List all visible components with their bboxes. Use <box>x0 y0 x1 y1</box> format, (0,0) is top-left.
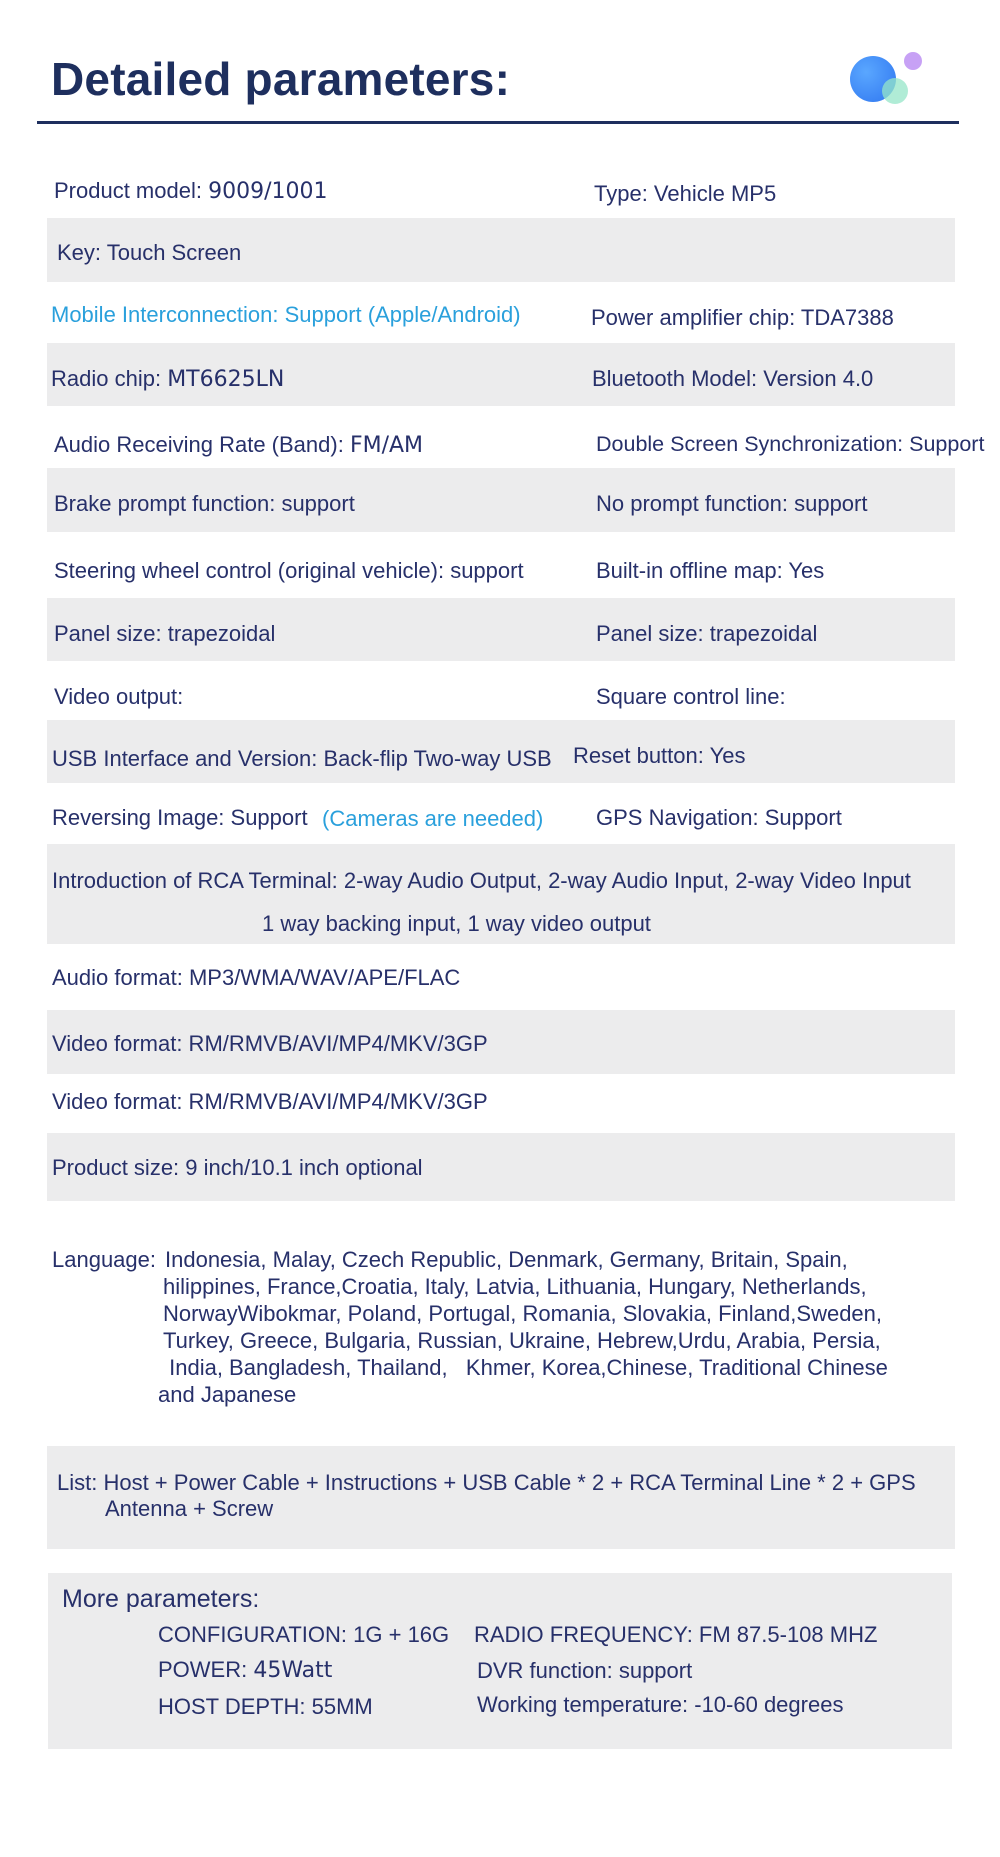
radio-chip-value: MT6625LN <box>167 367 285 392</box>
title-divider <box>37 121 959 124</box>
power-value: 45Watt <box>253 1658 333 1683</box>
mobile-interconnection: Mobile Interconnection: Support (Apple/Android) <box>51 302 521 327</box>
package-list-line1: List: Host + Power Cable + Instructions + USB Cable * 2 + RCA Terminal Line * 2 + GPS <box>57 1470 916 1495</box>
brake-prompt: Brake prompt function: support <box>54 491 355 516</box>
steering-wheel-control: Steering wheel control (original vehicle): support <box>54 558 524 583</box>
language-line: India, Bangladesh, Thailand, Khmer, Korea,Chinese, Traditional Chinese <box>163 1355 888 1380</box>
radio-chip-label: Radio chip: <box>51 366 168 391</box>
product-size: Product size: 9 inch/10.1 inch optional <box>52 1155 423 1180</box>
reversing-image: Reversing Image: Support <box>52 805 308 830</box>
language-line: NorwayWibokmar, Poland, Portugal, Romania, Slovakia, Finland,Sweden, <box>163 1301 883 1326</box>
panel-size-right: Panel size: trapezoidal <box>596 621 818 646</box>
usb-interface: USB Interface and Version: Back-flip Two-way USB <box>52 746 552 771</box>
video-format-1: Video format: RM/RMVB/AVI/MP4/MKV/3GP <box>52 1031 488 1056</box>
product-model-value: 9009/1001 <box>208 179 328 204</box>
reset-button-info: Reset button: Yes <box>573 743 746 768</box>
square-control-line: Square control line: <box>596 684 786 709</box>
rca-terminal-line2: 1 way backing input, 1 way video output <box>262 911 651 936</box>
radio-frequency: RADIO FREQUENCY: FM 87.5-108 MHZ <box>474 1622 878 1647</box>
cameras-needed-note: (Cameras are needed) <box>322 806 544 831</box>
bluetooth-model: Bluetooth Model: Version 4.0 <box>592 366 874 391</box>
language-line: Indonesia, Malay, Czech Republic, Denmark, Germany, Britain, Spain, <box>165 1247 848 1272</box>
package-list-line2: Antenna + Screw <box>105 1496 274 1521</box>
product-model <box>54 178 327 204</box>
language-line: Turkey, Greece, Bulgaria, Russian, Ukraine, Hebrew,Urdu, Arabia, Persia, <box>163 1328 881 1353</box>
product-model-label: Product model: <box>54 178 209 203</box>
logo-circle-purple <box>904 52 922 70</box>
audio-rate-label: Audio Receiving Rate (Band): <box>54 432 350 457</box>
power-label: POWER: <box>158 1657 254 1682</box>
power <box>158 1657 332 1683</box>
audio-rate-value: FM/AM <box>349 433 424 458</box>
brand-logo <box>850 52 930 112</box>
language-line: and Japanese <box>158 1382 297 1407</box>
configuration: CONFIGURATION: 1G + 16G <box>158 1622 450 1647</box>
host-depth: HOST DEPTH: 55MM <box>158 1694 373 1719</box>
audio-receiving-rate <box>54 432 423 458</box>
no-prompt: No prompt function: support <box>596 491 868 516</box>
type: Type: Vehicle MP5 <box>594 181 777 206</box>
key: Key: Touch Screen <box>57 240 242 265</box>
video-format-2: Video format: RM/RMVB/AVI/MP4/MKV/3GP <box>52 1089 488 1114</box>
audio-format: Audio format: MP3/WMA/WAV/APE/FLAC <box>52 965 461 990</box>
working-temperature: Working temperature: -10-60 degrees <box>477 1692 844 1717</box>
radio-chip <box>51 366 284 392</box>
power-amplifier-chip: Power amplifier chip: TDA7388 <box>591 305 894 330</box>
double-screen-sync: Double Screen Synchronization: Support <box>596 432 985 456</box>
panel-size-left: Panel size: trapezoidal <box>54 621 276 646</box>
more-parameters-title: More parameters: <box>62 1585 260 1613</box>
dvr-function: DVR function: support <box>477 1658 693 1683</box>
offline-map: Built-in offline map: Yes <box>596 558 825 583</box>
gps-navigation: GPS Navigation: Support <box>596 805 842 830</box>
logo-circle-green <box>882 78 908 104</box>
language-label: Language: <box>52 1247 156 1272</box>
page-title: Detailed parameters: <box>51 53 511 105</box>
rca-terminal-line1: Introduction of RCA Terminal: 2-way Audio Output, 2-way Audio Input, 2-way Video Input <box>52 868 911 893</box>
language-line: hilippines, France,Croatia, Italy, Latvia, Lithuania, Hungary, Netherlands, <box>163 1274 867 1299</box>
video-output: Video output: <box>54 684 184 709</box>
